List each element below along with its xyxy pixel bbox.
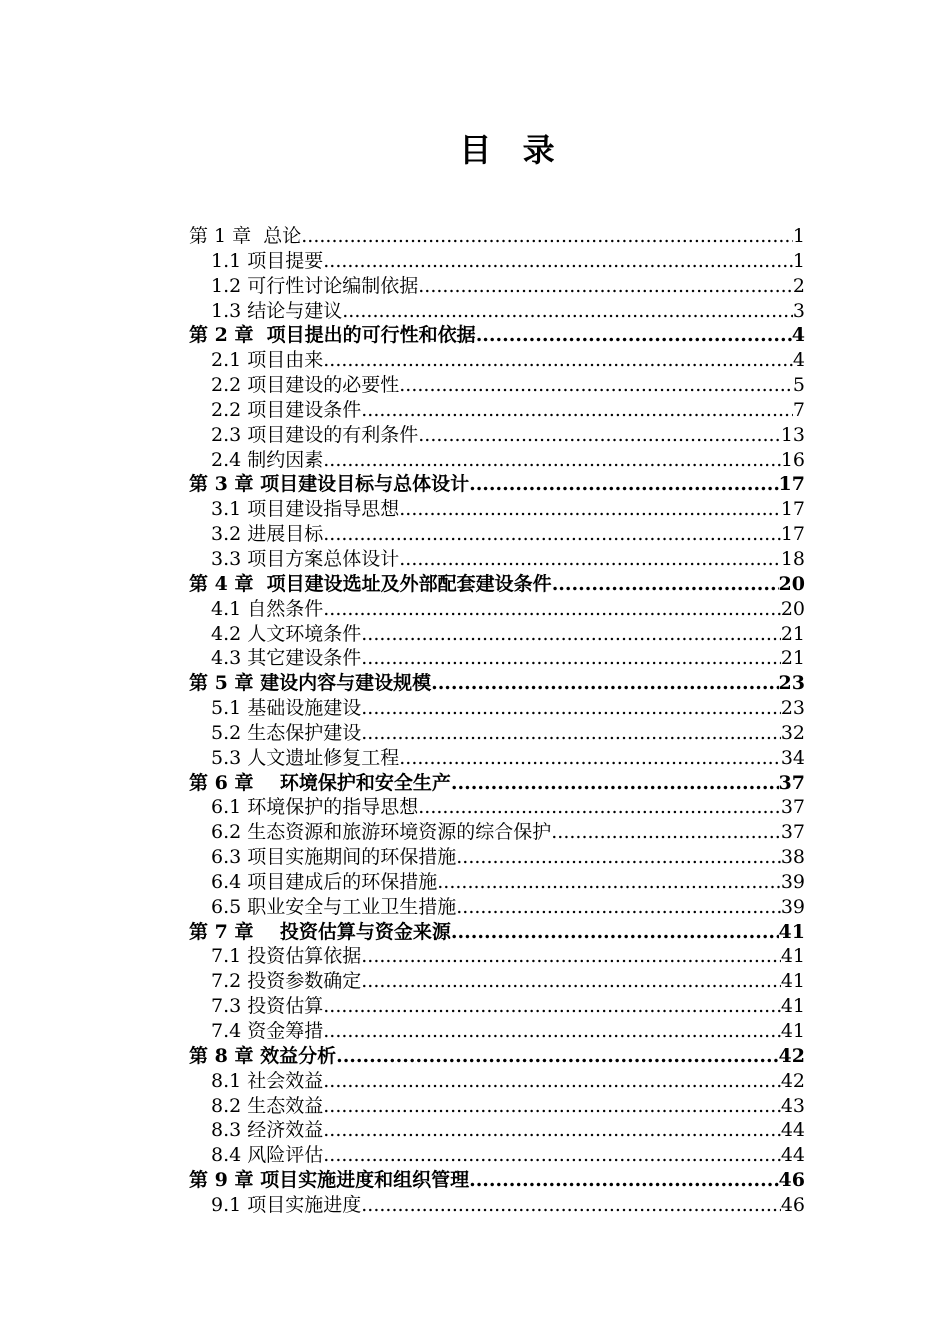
toc-dot-leader [451,920,779,945]
toc-page-number: 37 [778,771,805,794]
toc-entry-label: 4.1 自然条件 [211,597,324,620]
toc-dot-leader [361,944,781,969]
toc-dot-leader [323,994,781,1019]
toc-page-number: 20 [780,597,805,620]
toc-dot-leader [323,597,781,622]
toc-entry-label: 1.3 结论与建议 [211,299,343,322]
toc-entry-label: 3.2 进展目标 [211,523,324,546]
toc-dot-leader [323,1118,781,1143]
toc-entry-label: 5.2 生态保护建设 [211,721,362,744]
toc-entry-label: 第 1 章 总论 [189,225,302,247]
toc-entry-label: 1.1 项目提要 [211,249,324,272]
toc-entry-label: 6.5 职业安全与工业卫生措施 [211,895,457,918]
toc-dot-leader [399,746,781,771]
toc-section-entry[interactable] [189,795,805,820]
toc-page-number: 46 [778,1169,805,1192]
toc-entry-label: 2.3 项目建设的有利条件 [211,423,419,446]
toc-dot-leader [301,224,793,249]
toc-entry-label: 2.2 项目建设的必要性 [211,374,400,397]
toc-page-number: 42 [780,1069,805,1092]
toc-dot-leader [323,249,793,274]
toc-dot-leader [361,969,781,994]
toc-page-number: 3 [792,299,805,322]
toc-section-entry[interactable] [189,895,805,920]
toc-entry-label: 9.1 项目实施进度 [211,1193,362,1216]
toc-dot-leader [361,696,781,721]
toc-dot-leader [361,721,781,746]
toc-dot-leader [323,1094,781,1119]
toc-section-entry[interactable] [189,1143,805,1168]
toc-section-entry[interactable] [189,622,805,647]
toc-dot-leader [456,895,781,920]
toc-dot-leader [323,1143,781,1168]
toc-section-entry[interactable] [189,373,805,398]
toc-page-number: 1 [792,225,805,247]
toc-dot-leader [469,472,778,497]
toc-entry-label: 4.2 人文环境条件 [211,622,362,645]
toc-dot-leader [323,1069,781,1094]
toc-entry-label: 5.1 基础设施建设 [211,697,362,720]
toc-section-entry[interactable] [189,299,805,324]
toc-dot-leader [399,547,781,572]
toc-page-number: 43 [780,1094,805,1117]
toc-section-entry[interactable] [189,1193,805,1218]
toc-page-number: 41 [780,1020,805,1042]
toc-section-entry[interactable] [189,870,805,895]
toc-page-number: 5 [792,374,805,397]
toc-entry-label: 3.1 项目建设指导思想 [211,498,400,521]
page-title: 目 录 [459,131,565,169]
toc-chapter-entry[interactable] [189,671,805,696]
toc-page-number: 4 [792,349,805,372]
toc-section-entry[interactable] [189,522,805,547]
toc-chapter-entry[interactable] [189,920,805,945]
toc-section-entry[interactable] [189,274,805,299]
toc-page-number: 21 [780,647,805,670]
toc-chapter-entry[interactable] [189,224,805,249]
toc-entry-label: 第 5 章 建设内容与建设规模 [189,672,432,695]
toc-entry-label: 第 2 章 项目提出的可行性和依据 [189,324,476,347]
toc-page-number: 17 [780,498,805,521]
toc-dot-leader [399,497,781,522]
toc-page-number: 38 [780,846,805,869]
toc-dot-leader [336,1044,778,1069]
toc-dot-leader [431,671,778,696]
toc-page-number: 23 [780,697,805,720]
toc-page-number: 18 [780,547,805,570]
toc-page-number: 44 [780,1119,805,1142]
toc-entry-label: 2.4 制约因素 [211,448,324,471]
toc-page-number: 7 [792,398,805,421]
toc-entry-label: 8.3 经济效益 [211,1119,324,1142]
toc-section-entry[interactable] [189,845,805,870]
toc-section-entry[interactable] [189,423,805,448]
toc-section-entry[interactable] [189,1069,805,1094]
toc-dot-leader [323,448,781,473]
toc-section-entry[interactable] [189,721,805,746]
toc-page-number: 32 [780,721,805,744]
toc-entry-label: 7.2 投资参数确定 [211,970,362,993]
toc-entry-label: 7.3 投资估算 [211,995,324,1018]
toc-section-entry[interactable] [189,398,805,423]
toc-section-entry[interactable] [189,969,805,994]
toc-entry-label: 第 7 章 投资估算与资金来源 [189,920,451,943]
toc-page-number: 44 [780,1144,805,1167]
table-of-contents [189,224,805,1218]
toc-page-number: 41 [780,945,805,968]
toc-dot-leader [361,398,793,423]
toc-page-number: 37 [780,796,805,819]
toc-entry-label: 6.3 项目实施期间的环保措施 [211,846,457,869]
toc-section-entry[interactable] [189,249,805,274]
toc-entry-label: 6.1 环境保护的指导思想 [211,796,419,819]
toc-page-number: 39 [780,870,805,893]
toc-entry-label: 2.1 项目由来 [211,349,324,372]
toc-page-number: 39 [780,895,805,918]
toc-entry-label: 第 4 章 项目建设选址及外部配套建设条件 [189,572,552,595]
toc-dot-leader [469,1168,778,1193]
toc-section-entry[interactable] [189,497,805,522]
toc-chapter-entry[interactable] [189,771,805,796]
toc-section-entry[interactable] [189,448,805,473]
toc-section-entry[interactable] [189,820,805,845]
toc-page-number: 1 [792,249,805,272]
toc-dot-leader [418,274,793,299]
toc-entry-label: 1.2 可行性讨论编制依据 [211,274,419,297]
toc-dot-leader [361,622,781,647]
toc-entry-label: 7.4 资金筹措 [211,1020,324,1042]
toc-page-number: 23 [778,672,805,695]
toc-entry-label: 8.1 社会效益 [211,1069,324,1092]
toc-page-number: 2 [792,274,805,297]
toc-chapter-entry[interactable] [189,323,805,348]
toc-chapter-entry[interactable] [189,472,805,497]
toc-section-entry[interactable] [189,646,805,671]
toc-section-entry[interactable] [189,1019,805,1044]
toc-page-number: 41 [778,920,805,943]
toc-page-number: 16 [780,448,805,471]
toc-dot-leader [399,373,793,398]
toc-page-number: 41 [780,970,805,993]
toc-dot-leader [552,572,779,597]
toc-entry-label: 8.2 生态效益 [211,1094,324,1117]
toc-page-number: 20 [778,572,805,595]
toc-dot-leader [437,870,781,895]
toc-entry-label: 6.4 项目建成后的环保措施 [211,870,438,893]
toc-section-entry[interactable] [189,944,805,969]
toc-page-number: 34 [780,746,805,769]
toc-dot-leader [323,522,781,547]
toc-dot-leader [342,299,793,324]
toc-page-number: 17 [778,473,805,496]
toc-chapter-entry[interactable] [189,1044,805,1069]
toc-dot-leader [456,845,781,870]
toc-entry-label: 6.2 生态资源和旅游环境资源的综合保护 [211,821,552,844]
toc-entry-label: 第 6 章 环境保护和安全生产 [189,771,451,794]
toc-entry-label: 3.3 项目方案总体设计 [211,547,400,570]
toc-entry-label: 第 3 章 项目建设目标与总体设计 [189,473,470,496]
toc-dot-leader [361,1193,781,1218]
toc-section-entry[interactable] [189,1094,805,1119]
toc-section-entry[interactable] [189,994,805,1019]
toc-dot-leader [451,771,779,796]
toc-section-entry[interactable] [189,1118,805,1143]
toc-dot-leader [323,348,793,373]
toc-page-number: 17 [780,523,805,546]
toc-chapter-entry[interactable] [189,572,805,597]
toc-page-number: 46 [780,1193,805,1216]
toc-dot-leader [551,820,781,845]
toc-page-number: 13 [780,423,805,446]
toc-dot-leader [323,1019,781,1044]
toc-entry-label: 7.1 投资估算依据 [211,945,362,968]
toc-entry-label: 5.3 人文遗址修复工程 [211,746,400,769]
toc-dot-leader [476,323,792,348]
toc-section-entry[interactable] [189,348,805,373]
toc-entry-label: 4.3 其它建设条件 [211,647,362,670]
toc-page-number: 21 [780,622,805,645]
toc-entry-label: 第 9 章 项目实施进度和组织管理 [189,1169,470,1192]
toc-page-number: 37 [780,821,805,844]
toc-dot-leader [361,646,781,671]
toc-entry-label: 2.2 项目建设条件 [211,398,362,421]
toc-section-entry[interactable] [189,746,805,771]
toc-section-entry[interactable] [189,597,805,622]
toc-entry-label: 8.4 风险评估 [211,1144,324,1167]
toc-page-number: 42 [778,1044,805,1067]
toc-entry-label: 第 8 章 效益分析 [189,1044,337,1067]
toc-chapter-entry[interactable] [189,1168,805,1193]
toc-section-entry[interactable] [189,696,805,721]
toc-page-number: 4 [791,324,805,347]
toc-dot-leader [418,423,781,448]
toc-page-number: 41 [780,995,805,1018]
toc-dot-leader [418,795,781,820]
toc-section-entry[interactable] [189,547,805,572]
